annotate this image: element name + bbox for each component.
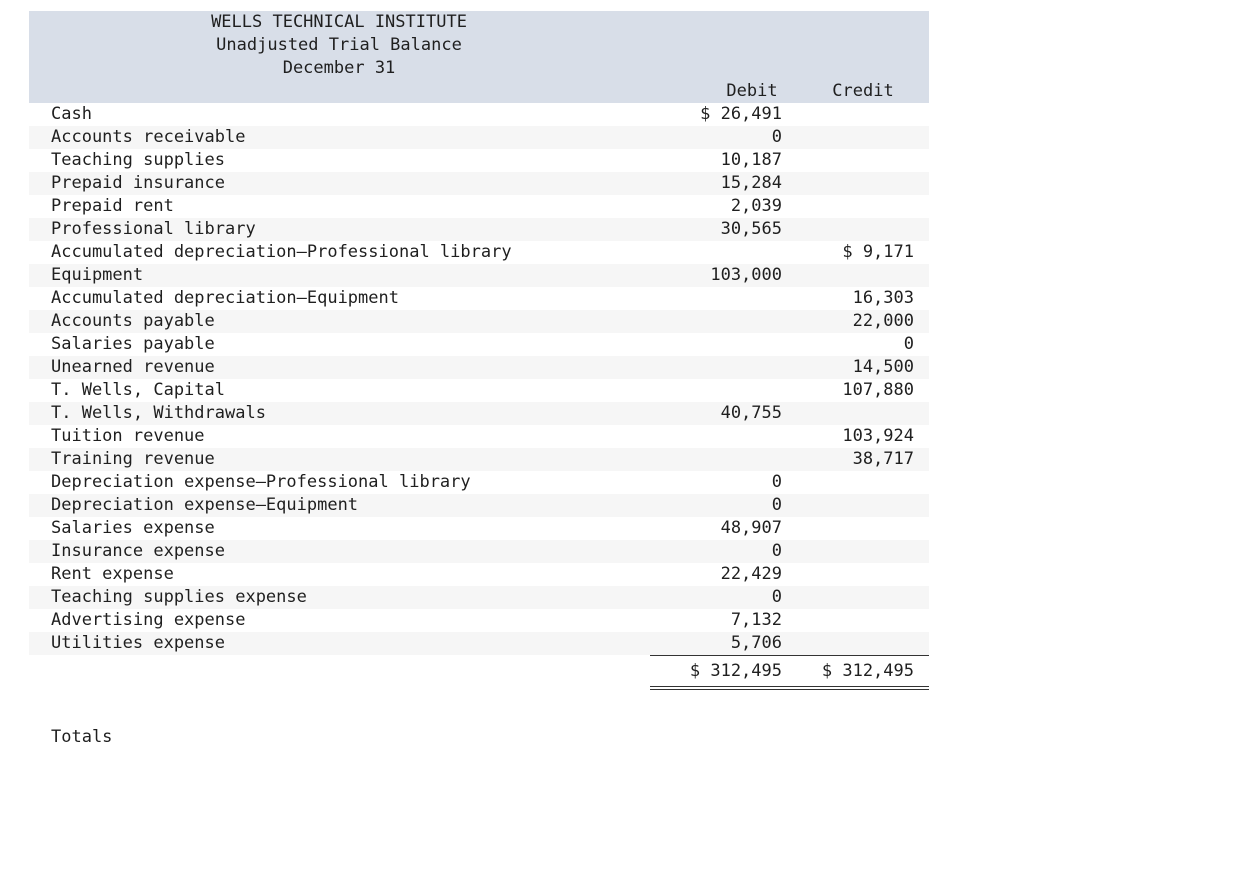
account-name: Advertising expense [51, 610, 246, 630]
account-name: Teaching supplies [51, 150, 225, 170]
debit-amount: 0 [771, 472, 782, 492]
table-row [29, 149, 929, 172]
account-name: Unearned revenue [51, 357, 215, 377]
table-row [29, 609, 929, 632]
totals-double-rule [650, 686, 929, 690]
table-row [29, 310, 929, 333]
debit-amount: 7,132 [730, 610, 782, 630]
totals-debit: $ 312,495 [689, 661, 782, 681]
account-name: Accumulated depreciation—Equipment [51, 288, 399, 308]
trial-balance-table [29, 11, 929, 747]
debit-amount: 2,039 [730, 196, 782, 216]
totals-label: Totals [51, 727, 113, 747]
credit-amount: 22,000 [852, 311, 914, 331]
credit-column-header: Credit [832, 81, 894, 101]
account-name: Tuition revenue [51, 426, 205, 446]
table-row [29, 126, 929, 149]
account-name: Prepaid rent [51, 196, 174, 216]
account-name: Teaching supplies expense [51, 587, 307, 607]
report-title: Unadjusted Trial Balance [216, 35, 462, 55]
credit-amount: 38,717 [852, 449, 914, 469]
table-row [29, 563, 929, 586]
table-row [29, 287, 929, 310]
account-name: Salaries payable [51, 334, 215, 354]
report-date: December 31 [282, 58, 396, 78]
debit-amount: 103,000 [710, 265, 782, 285]
table-row [29, 494, 929, 517]
table-row [29, 356, 929, 379]
credit-amount: $ 9,171 [842, 242, 914, 262]
account-name: Accumulated depreciation—Professional library [51, 242, 512, 262]
debit-amount: 10,187 [720, 150, 782, 170]
account-rows [29, 103, 929, 655]
debit-amount: 30,565 [720, 219, 782, 239]
account-name: T. Wells, Withdrawals [51, 403, 266, 423]
table-row [29, 540, 929, 563]
credit-amount: 16,303 [852, 288, 914, 308]
account-name: Prepaid insurance [51, 173, 225, 193]
debit-amount: 0 [771, 127, 782, 147]
account-name: Rent expense [51, 564, 174, 584]
account-name: Depreciation expense—Equipment [51, 495, 359, 515]
credit-amount: 14,500 [852, 357, 914, 377]
totals-row [29, 655, 929, 747]
debit-amount: 40,755 [720, 403, 782, 423]
totals-credit: $ 312,495 [821, 661, 914, 681]
debit-amount: 15,284 [720, 173, 782, 193]
credit-amount: 107,880 [842, 380, 914, 400]
table-row [29, 195, 929, 218]
table-row [29, 471, 929, 494]
table-row [29, 218, 929, 241]
account-name: Salaries expense [51, 518, 215, 538]
account-name: Accounts receivable [51, 127, 246, 147]
table-row [29, 402, 929, 425]
account-name: T. Wells, Capital [51, 380, 225, 400]
table-row [29, 333, 929, 356]
table-row [29, 425, 929, 448]
debit-amount: 22,429 [720, 564, 782, 584]
account-name: Insurance expense [51, 541, 225, 561]
account-name: Equipment [51, 265, 144, 285]
credit-amount: 103,924 [842, 426, 914, 446]
account-name: Training revenue [51, 449, 215, 469]
company-name: WELLS TECHNICAL INSTITUTE [211, 12, 467, 32]
table-row [29, 632, 929, 655]
debit-amount: 5,706 [730, 633, 782, 653]
account-name: Cash [51, 104, 92, 124]
table-row [29, 379, 929, 402]
table-row [29, 448, 929, 471]
debit-amount: $ 26,491 [700, 104, 782, 124]
debit-amount: 0 [771, 587, 782, 607]
credit-amount: 0 [903, 334, 914, 354]
debit-column-header: Debit [726, 81, 778, 101]
debit-amount: 0 [771, 495, 782, 515]
account-name: Professional library [51, 219, 256, 239]
account-name: Accounts payable [51, 311, 215, 331]
table-row [29, 264, 929, 287]
account-name: Utilities expense [51, 633, 225, 653]
table-row [29, 172, 929, 195]
debit-amount: 48,907 [720, 518, 782, 538]
debit-amount: 0 [771, 541, 782, 561]
table-row [29, 241, 929, 264]
account-name: Depreciation expense—Professional library [51, 472, 471, 492]
table-header [29, 11, 929, 103]
table-row [29, 586, 929, 609]
table-row [29, 517, 929, 540]
table-row [29, 103, 929, 126]
